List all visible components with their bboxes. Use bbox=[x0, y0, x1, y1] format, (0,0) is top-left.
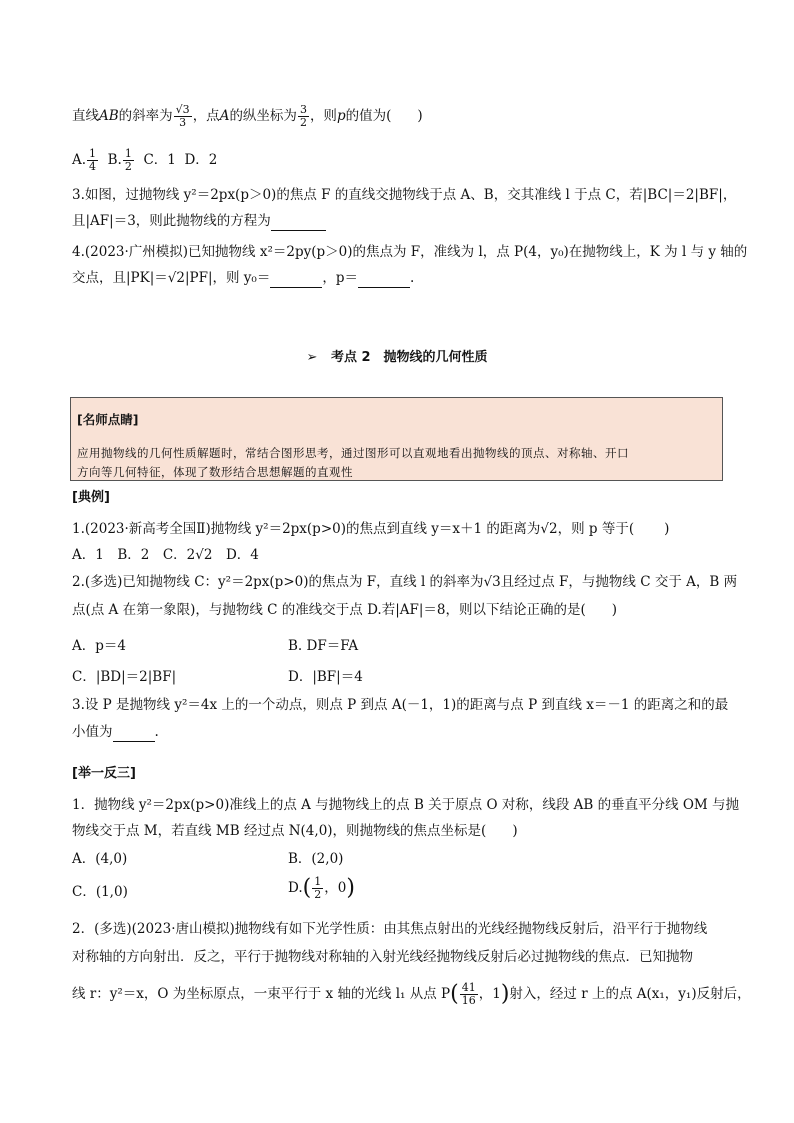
practice-1-option-b: B．(2,0) bbox=[288, 851, 344, 867]
example-2-line2: 点(点 A 在第一象限)，与抛物线 C 的准线交于点 D.若|AF|＝8，则以下结论正确的是( ) bbox=[72, 602, 618, 618]
tips-line: 应用抛物线的几何性质解题时，常结合图形思考，通过图形可以直观地看出抛物线的顶点、对称轴、开口 bbox=[77, 446, 629, 460]
example-2-option-d: D．|BF|＝4 bbox=[288, 669, 363, 685]
problem-2-options: A. $\frac{1}{4}$ B. $\frac{1}{2}$ C．1 D．2 bbox=[72, 147, 218, 173]
practice-1-line1: 1．抛物线 y²＝2px(p>0)准线上的点 A 与抛物线上的点 B 关于原点 O 对称，线段 AB 的垂直平分线 OM 与抛 bbox=[72, 797, 740, 813]
answer-blank bbox=[271, 216, 326, 231]
tips-title: [名师点睛] bbox=[77, 412, 139, 427]
practice-1-option-c: C．(1,0) bbox=[72, 884, 128, 900]
example-2-option-a: A．p＝4 bbox=[72, 638, 126, 654]
problem-3-line1: 3.如图，过抛物线 y²＝2px(p＞0)的焦点 F 的直线交抛物线于点 A、B，交其准线 l 于点 C，若|BC|＝2|BF|， bbox=[72, 187, 737, 203]
tips-line: 方向等几何特征，体现了数形结合思想解题的直观性 bbox=[77, 465, 353, 479]
practice-2-line1: 2．(多选)(2023·唐山模拟)抛物线有如下光学性质：由其焦点射出的光线经抛物线反射后，沿平行于抛物线 bbox=[72, 921, 708, 937]
practice-1-option-a: A．(4,0) bbox=[72, 851, 128, 867]
slope-fraction: $\frac{√3}{3}$ bbox=[175, 103, 190, 129]
example-heading: [典例] bbox=[72, 490, 110, 505]
problem-4-line2: 交点，且|PK|＝√2|PF|，则 y₀＝ ，p＝ . bbox=[72, 270, 415, 286]
example-3-line1: 3.设 P 是抛物线 y²＝4x 上的一个动点，则点 P 到点 A(－1，1)的距离与点 P 到直线 x＝－1 的距离之和的最 bbox=[72, 697, 729, 713]
practice-heading: [举一反三] bbox=[72, 766, 136, 781]
problem-3-line2: 且|AF|＝3，则此抛物线的方程为 bbox=[72, 211, 326, 231]
problem-2-tail: 直线AB的斜率为 $\frac{√3}{3}$ ，点A的纵坐标为 $\frac{3}{2}$ ，则p的值为( ) bbox=[72, 103, 423, 129]
problem-4-line1: 4.(2023·广州模拟)已知抛物线 x²＝2py(p＞0)的焦点为 F，准线为 l，点 P(4，y₀)在抛物线上，K 为 l 与 y 轴的 bbox=[72, 244, 748, 260]
practice-1-option-d: D.( $\frac{1}{2}$ ，0) bbox=[288, 875, 355, 901]
answer-blank bbox=[113, 727, 155, 742]
example-3-line2: 小值为 . bbox=[72, 724, 159, 740]
y-fraction: $\frac{3}{2}$ bbox=[299, 103, 307, 129]
section-heading: ➢ 考点 2 抛物线的几何性质 bbox=[306, 350, 488, 365]
practice-1-line2: 物线交于点 M，若直线 MB 经过点 N(4,0)，则抛物线的焦点坐标是( ) bbox=[72, 823, 518, 839]
tips-box bbox=[70, 397, 723, 481]
example-2-option-c: C．|BD|＝2|BF| bbox=[72, 669, 177, 685]
example-1-line1: 1.(2023·新高考全国Ⅱ)抛物线 y²＝2px(p>0)的焦点到直线 y＝x＋1 的距离为√2，则 p 等于( ) bbox=[72, 521, 670, 537]
example-2-option-b: B. DF＝FA bbox=[288, 638, 359, 654]
arrow-icon: ➢ bbox=[306, 350, 318, 365]
example-1-options: A．1 B．2 C．2√2 D．4 bbox=[72, 547, 259, 563]
practice-2-line3: 线 r：y²＝x，O 为坐标原点，一束平行于 x 轴的光线 l₁ 从点 P( $\frac{41}{16}$ ，1)射入，经过 r 上的点 A(x₁，y₁)反射后， bbox=[72, 981, 751, 1007]
practice-2-line2: 对称轴的方向射出．反之，平行于抛物线对称轴的入射光线经抛物线反射后必过抛物线的焦点．已知抛物 bbox=[72, 949, 693, 965]
answer-blank bbox=[270, 273, 322, 288]
example-2-line1: 2.(多选)已知抛物线 C：y²＝2px(p>0)的焦点为 F，直线 l 的斜率为√3且经过点 F，与抛物线 C 交于 A，B 两 bbox=[72, 574, 738, 590]
answer-blank bbox=[358, 273, 410, 288]
